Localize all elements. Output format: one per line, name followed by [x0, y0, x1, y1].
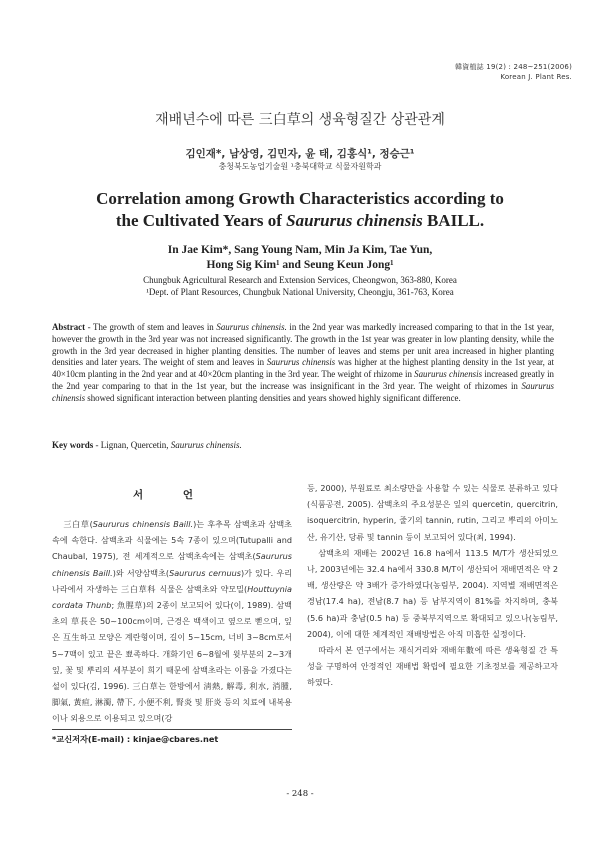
intro-species: Saururus chinensis Baill. [52, 551, 292, 578]
affiliation-line1: Chungbuk Agricultural Research and Extension Services, Cheongwon, 363-880, Korea [143, 275, 457, 285]
intro-text: 三白草( [63, 519, 93, 529]
intro-species: Houttuynia cordata Thunb [52, 583, 292, 611]
intro-text: )는 후추목 삼백초과 삼백초속에 속한다. 삼백초과 식물에는 5속 7종이 있으며(Tutupalli and Chaubal, 1975), 전 세계적으로 삼백초속에는 삼백초( [52, 519, 292, 562]
abstract-text: - The growth of stem and leaves in [85, 322, 217, 332]
korean-authors: 김인재*, 남상영, 김민자, 윤 태, 김홍식¹, 정승근¹ [185, 148, 415, 160]
korean-title: 재배년수에 따른 三白草의 생육형질간 상관관계 [155, 112, 445, 128]
intro-species: Saururus cernuus [169, 567, 241, 578]
page-number: - 248 - [286, 789, 314, 799]
journal-volume: 韓資植誌 19(2) : 248~251(2006) [455, 63, 572, 71]
abstract-species: Saururus chinensis [266, 357, 336, 368]
english-authors-line2: Hong Sig Kim¹ and Seung Keun Jong¹ [206, 259, 394, 271]
abstract-species: Saururus chinensis [52, 380, 554, 403]
english-title [0, 188, 600, 232]
abstract-text: showed significant interaction between planting densities and years showed highly significant difference. [85, 392, 461, 403]
intro-text: ; 魚腥草)의 2종이 보고되어 있다(이, 1989). 삼백초의 草長은 50~100cm이며, 근경은 백색이고 옆으로 뻗으며, 잎은 互生하고 모양은 계란형이며, 길이 5~15cm, 너비 3~8cm로서 5~7맥이 있고 끝은 뾰족하다. 개화기인 6~8월에 윗부분의 2~3개 잎, 꽃 및 뿌리의 세부분이 희기 때문에 삼백초라는 이름을 가졌다는 설이 있다(김, 1996). 三白草는 한방에서 淸熱, 解毒, 利水, 消腫, 脚氣, 黃疸, 淋濁, 帶下, 小便不利, 腎炎 및 肝炎 등의 치료에 내복용이나 외용으로 이용되고 있으며(강 [52, 600, 292, 724]
keywords-species: Saururus chinensis. [170, 440, 242, 450]
abstract [52, 322, 554, 405]
left-column [52, 516, 292, 727]
journal-citation [455, 62, 572, 82]
english-authors-line1: In Jae Kim*, Sang Young Nam, Min Ja Kim, Tae Yun, [167, 244, 433, 256]
abstract-label: Abstract [52, 322, 86, 332]
right-column [307, 480, 558, 691]
keywords-label: Key words [52, 440, 94, 450]
right-paragraph-1: 등, 2000), 부원료로 최소량만을 사용할 수 있는 식물로 분류하고 있다(식품공전, 2005). 삼백초의 주요성분은 잎의 quercetin, quercitrin, isoquercitrin, hyperin, 줄기의 tannin, rutin, 그리고 뿌리의 아미노산, 유기산, 당류 및 tannin 등이 보고되어 있다(최, 1994). [307, 483, 558, 542]
intro-species: Saururus chinensis Baill. [92, 519, 194, 529]
abstract-text: increased greatly in the 2nd year comparing to that in the 1st year, but the increase was insignificant in the 3rd year. The weight of rhizomes in [52, 369, 554, 391]
affiliation-line2: ¹Dept. of Plant Resources, Chungbuk National University, Cheongju, 361-763, Korea [146, 287, 454, 297]
keywords-text: - Lignan, Quercetin, [93, 440, 171, 450]
right-paragraph-2: 삼백초의 재배는 2002년 16.8 ha에서 113.5 M/T가 생산되었으나, 2003년에는 32.4 ha에서 330.8 M/T이 생산되어 재배면적은 약 2배, 생산량은 약 3배가 증가하였다(농림부, 2004). 지역별 재배면적은 경남(17.4 ha), 전남(8.7 ha) 등 남부지역이 81%를 차지하며, 충북(5.6 ha)과 충남(0.5 ha) 등 중북부지역으로 확대되고 있으나(농림부, 2004), 이에 대한 체계적인 재배방법은 아직 미흡한 실정이다. [307, 547, 558, 639]
korean-affiliation: 충청북도농업기술원 ¹충북대학교 식물자원학과 [218, 162, 382, 171]
abstract-text: was higher at the highest planting density in the 1st year, at 40×10cm planting in the 2nd year and at 40×20cm planting in the 3rd year. The weight of rhizome in [52, 357, 554, 380]
footnote-divider [52, 729, 292, 730]
title-species: Saururus chinensis [286, 211, 423, 230]
intro-text: )가 있다. 우리나라에서 자생하는 三白草科 식물은 삼백초와 약모밀( [52, 567, 293, 594]
title-text: the Cultivated Years of [115, 211, 287, 230]
right-paragraph-3: 따라서 본 연구에서는 재식거리와 재배年數에 따른 생육형질 간 특성을 구명하여 안정적인 재배법 확립에 필요한 기초정보를 제공하고자 하였다. [307, 645, 558, 688]
journal-name: Korean J. Plant Res. [500, 73, 572, 81]
abstract-species: Saururus chinensis. [216, 322, 287, 332]
english-authors [0, 243, 600, 273]
english-title-line2 [0, 210, 600, 232]
english-affiliation [0, 274, 600, 298]
english-title-line1: Correlation among Growth Characteristics according to [96, 189, 504, 208]
intro-text: )와 서양삼백초( [112, 567, 170, 578]
abstract-species: Saururus chinensis [414, 369, 483, 380]
abstract-text: in the 2nd year was markedly increased comparing to that in the 1st year, however the growth in the 3rd year was not increased significantly. The growth in the 1st year was greater in low planting density, while the growth in the 3rd year decreased in higher planting densities. The number of leaves and stems per unit area increased in higher planting densities and later years. The weight of stem and leaves in [52, 322, 554, 368]
corresponding-author-footnote: *교신저자(E-mail) : kinjae@cbares.net [52, 734, 219, 744]
title-text-end: BAILL. [422, 211, 485, 230]
intro-paragraph [52, 516, 292, 727]
section-heading-introduction: 서 언 [133, 489, 211, 501]
keywords [52, 440, 554, 450]
